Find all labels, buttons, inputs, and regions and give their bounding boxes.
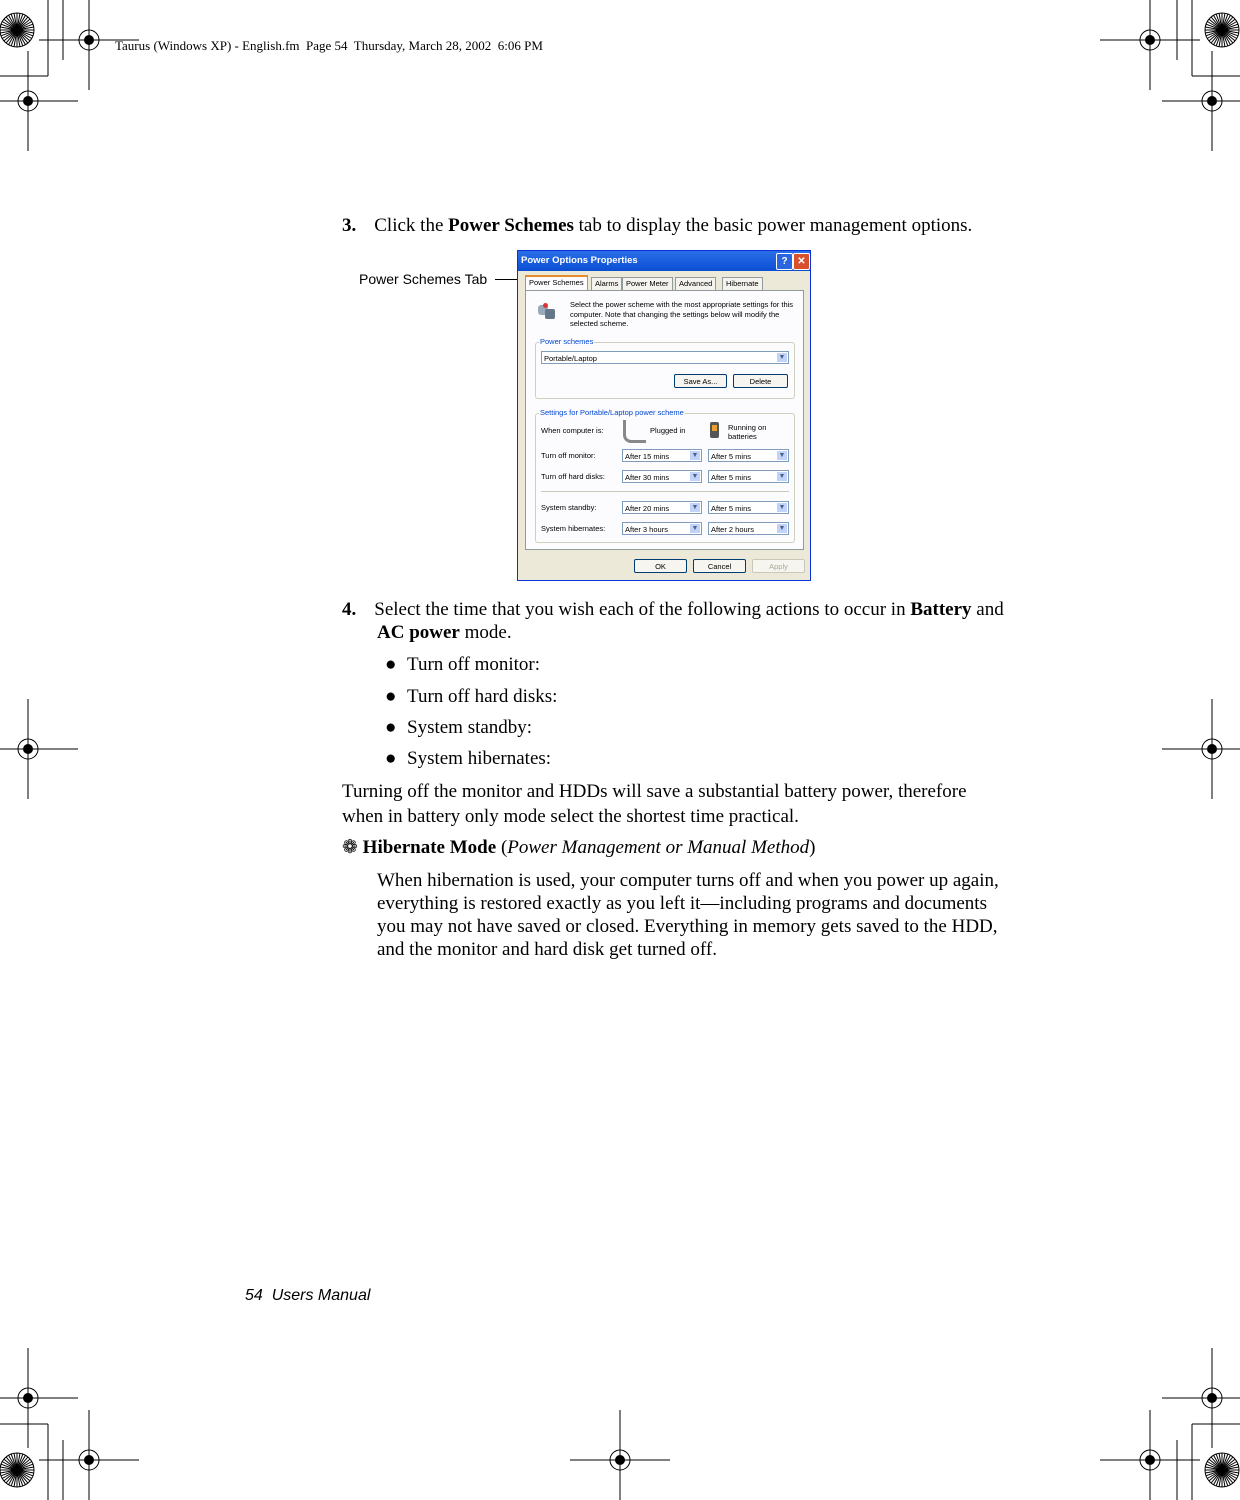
tab-advanced[interactable]: Advanced bbox=[675, 277, 716, 290]
tab-power-schemes[interactable]: Power Schemes bbox=[525, 275, 588, 291]
hibernate-heading: ❁ Hibernate Mode (Power Management or Manual Method) bbox=[342, 837, 816, 858]
step-4: 4. Select the time that you wish each of the following actions to occur in Battery and AC power mode. bbox=[342, 599, 1004, 643]
plugged-in-label: Plugged in bbox=[650, 426, 686, 435]
apply-button[interactable]: Apply bbox=[752, 559, 805, 573]
divider bbox=[541, 491, 789, 492]
bullet-item: ● Turn off hard disks: bbox=[385, 686, 558, 707]
tab-power-meter[interactable]: Power Meter bbox=[622, 277, 673, 290]
chevron-down-icon: ▼ bbox=[691, 525, 699, 532]
help-button[interactable]: ? bbox=[776, 253, 793, 270]
battery-select[interactable]: After 5 mins ▼ bbox=[708, 470, 789, 483]
bullet-item: ● Turn off monitor: bbox=[385, 654, 541, 675]
settings-group: Settings for Portable/Laptop power scheme When computer is: Plugged in Running on batteries Turn off monitor: After 15 mins ▼ After 5 mins ▼ Turn off hard disks: After 30 mins ▼ After 5 mins ▼ System standby: After 20 mins ▼ After 5 mins ▼ System hibernates: After 3 hours ▼ After 2 hours ▼ bbox=[535, 413, 795, 543]
plug-icon bbox=[623, 420, 646, 443]
chevron-down-icon: ▼ bbox=[778, 354, 786, 361]
save-as-button[interactable]: Save As... bbox=[674, 374, 727, 388]
page-footer: 54 Users Manual bbox=[245, 1287, 371, 1304]
plugged-in-select[interactable]: After 30 mins ▼ bbox=[622, 470, 702, 483]
crosshair-mark bbox=[39, 1410, 139, 1500]
page-header: Taurus (Windows XP) - English.fm Page 54 Thursday, March 28, 2002 6:06 PM bbox=[115, 38, 543, 53]
hibernate-paragraph: When hibernation is used, your computer turns off and when you power up again, everything is restored exactly as you left it—including programs and documents you may not have saved or closed. Everything in memory gets saved to the HDD, and the monitor and hard disk get turned off. bbox=[377, 870, 999, 960]
crosshair-mark bbox=[0, 51, 78, 151]
chevron-down-icon: ▼ bbox=[691, 473, 699, 480]
intro-text: Select the power scheme with the most appropriate settings for this computer. Note that changing the settings below will modify the selected scheme. bbox=[570, 300, 794, 328]
battery-icon bbox=[710, 422, 719, 438]
dialog-title: Power Options Properties bbox=[518, 251, 810, 271]
plugged-in-select[interactable]: After 15 mins ▼ bbox=[622, 449, 702, 462]
power-scheme-select[interactable]: Portable/Laptop ▼ bbox=[541, 351, 789, 364]
power-schemes-group: Power schemes Portable/Laptop ▼ Save As... Delete bbox=[535, 342, 795, 399]
chevron-down-icon: ▼ bbox=[691, 504, 699, 511]
flower-icon: ❁ bbox=[342, 837, 358, 858]
crosshair-mark bbox=[1162, 699, 1240, 799]
crosshair-mark bbox=[570, 1410, 670, 1500]
close-button[interactable]: ✕ bbox=[793, 253, 810, 270]
sunburst-mark bbox=[1205, 13, 1239, 47]
chevron-down-icon: ▼ bbox=[691, 452, 699, 459]
power-scheme-icon bbox=[536, 301, 556, 319]
sunburst-mark bbox=[0, 13, 34, 47]
crosshair-mark bbox=[0, 699, 78, 799]
bullet-item: ● System hibernates: bbox=[385, 748, 552, 769]
setting-label: Turn off monitor: bbox=[541, 451, 596, 460]
tab-panel bbox=[525, 290, 804, 550]
chevron-down-icon: ▼ bbox=[778, 504, 786, 511]
crosshair-mark bbox=[0, 1348, 78, 1448]
delete-button[interactable]: Delete bbox=[733, 374, 788, 388]
setting-label: System standby: bbox=[541, 503, 597, 512]
sunburst-mark bbox=[0, 1453, 34, 1487]
crosshair-mark bbox=[1162, 51, 1240, 151]
tab-hibernate[interactable]: Hibernate bbox=[722, 277, 763, 290]
chevron-down-icon: ▼ bbox=[778, 473, 786, 480]
battery-select[interactable]: After 5 mins ▼ bbox=[708, 449, 789, 462]
callout-label: Power Schemes Tab bbox=[359, 271, 488, 287]
step-3: 3. Click the Power Schemes tab to display the basic power management options. bbox=[342, 215, 973, 236]
crosshair-mark bbox=[1100, 0, 1200, 90]
when-label: When computer is: bbox=[541, 426, 604, 435]
callout-arrow bbox=[495, 279, 517, 280]
plugged-in-select[interactable]: After 3 hours ▼ bbox=[622, 522, 702, 535]
chevron-down-icon: ▼ bbox=[778, 452, 786, 459]
tab-alarms[interactable]: Alarms bbox=[591, 277, 622, 290]
ok-button[interactable]: OK bbox=[634, 559, 687, 573]
battery-label: Running on batteries bbox=[728, 423, 767, 441]
setting-label: Turn off hard disks: bbox=[541, 472, 605, 481]
crosshair-mark bbox=[1162, 1348, 1240, 1448]
bullet-item: ● System standby: bbox=[385, 717, 533, 738]
power-options-dialog bbox=[517, 250, 811, 581]
setting-label: System hibernates: bbox=[541, 524, 606, 533]
plugged-in-select[interactable]: After 20 mins ▼ bbox=[622, 501, 702, 514]
battery-select[interactable]: After 2 hours ▼ bbox=[708, 522, 789, 535]
battery-paragraph: Turning off the monitor and HDDs will save a substantial battery power, therefore when in battery only mode select the shortest time practical. bbox=[342, 781, 967, 827]
crosshair-mark bbox=[1100, 1410, 1200, 1500]
battery-select[interactable]: After 5 mins ▼ bbox=[708, 501, 789, 514]
chevron-down-icon: ▼ bbox=[778, 525, 786, 532]
sunburst-mark bbox=[1205, 1453, 1239, 1487]
cancel-button[interactable]: Cancel bbox=[693, 559, 746, 573]
